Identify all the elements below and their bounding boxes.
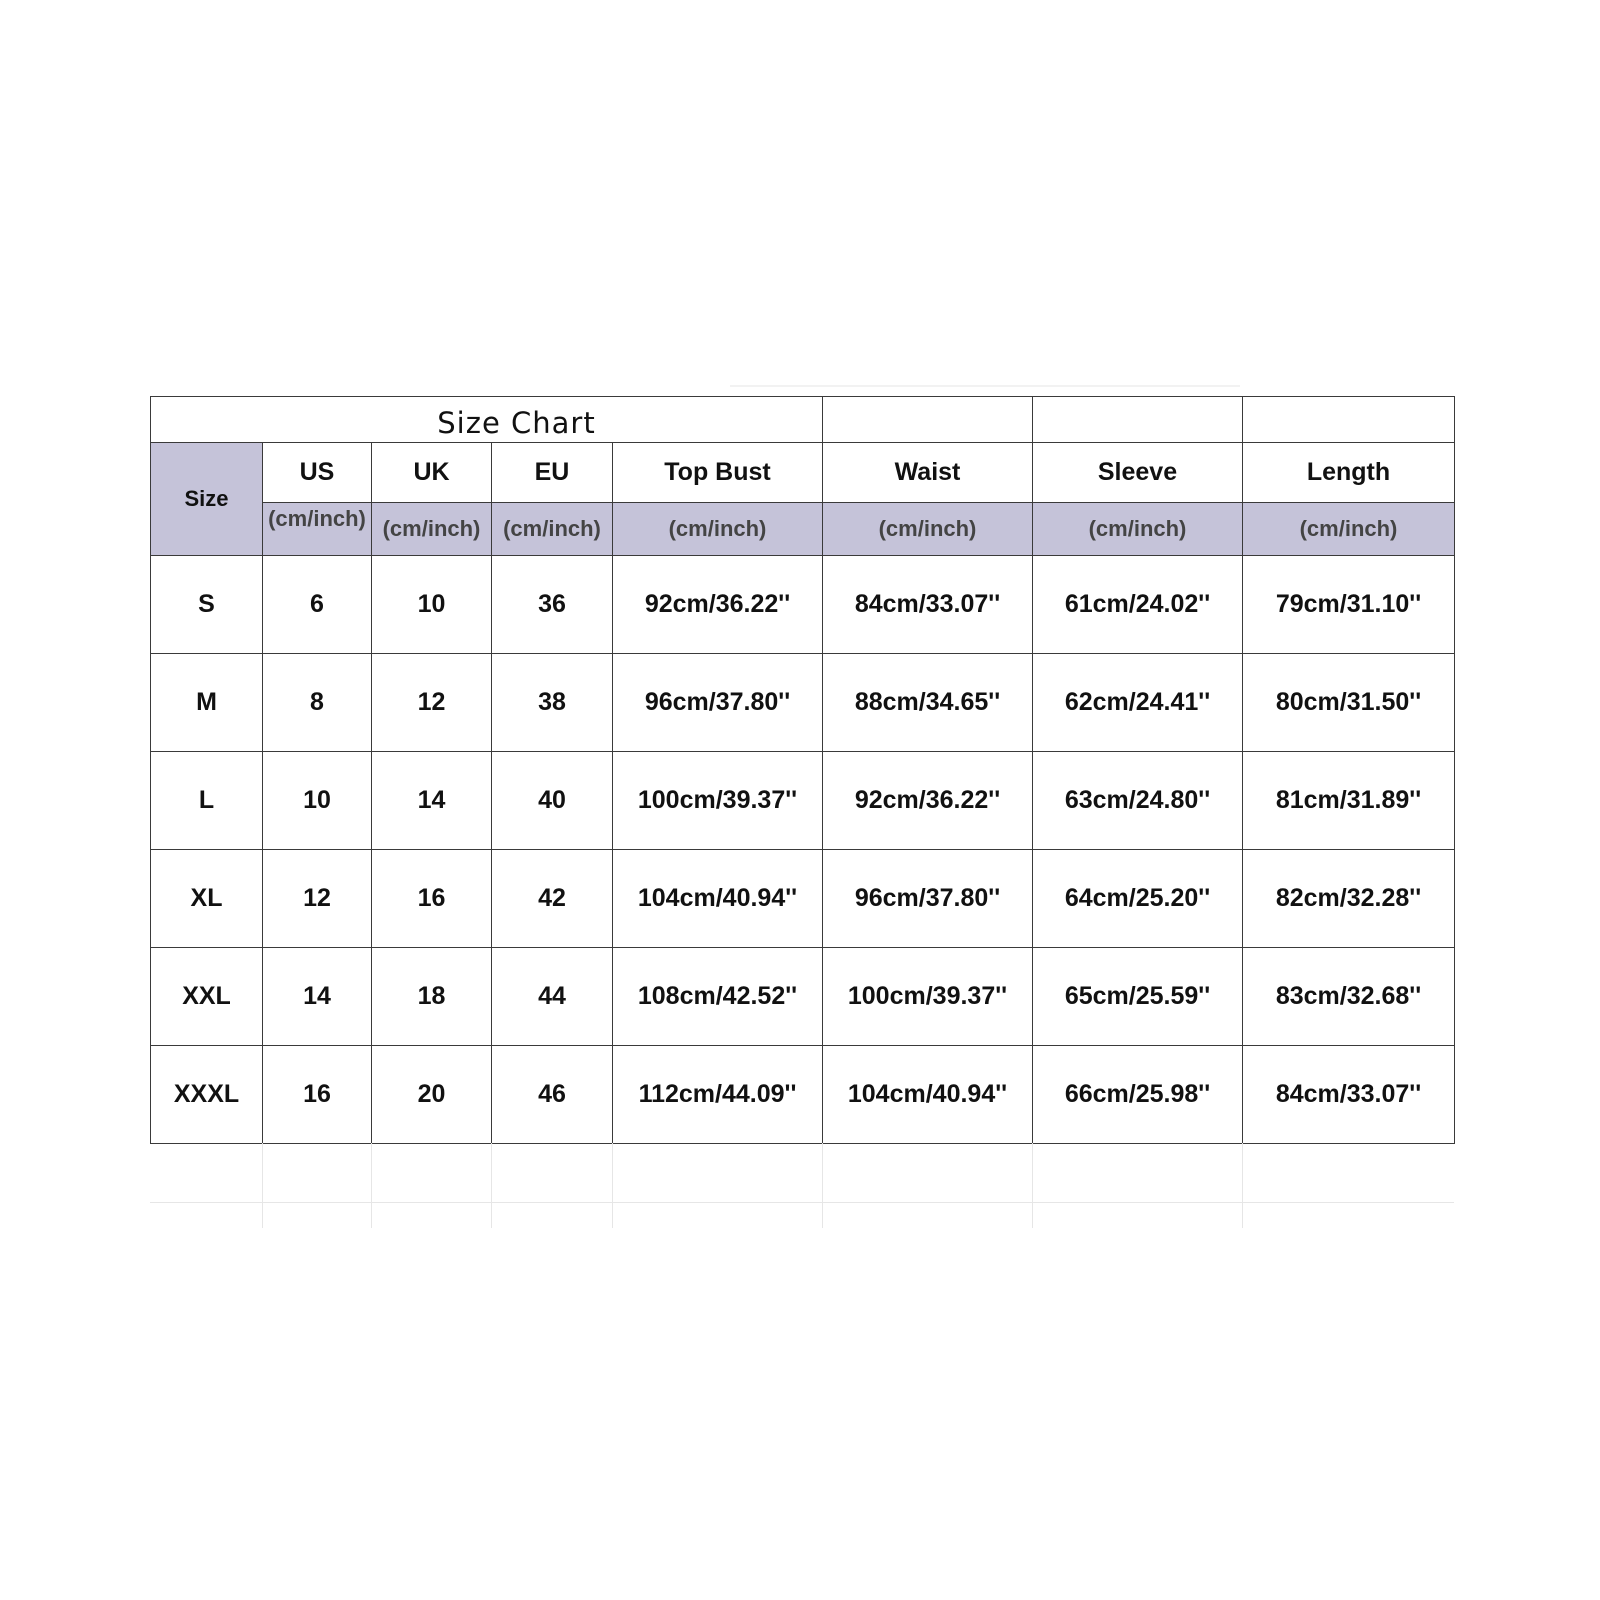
- title-row: [151, 397, 1455, 443]
- cell-length: 79cm/31.10'': [1243, 556, 1455, 654]
- header-top-bust: Top Bust: [613, 443, 823, 503]
- cell-waist: 100cm/39.37'': [823, 948, 1033, 1046]
- cell-waist: 84cm/33.07'': [823, 556, 1033, 654]
- cell-size: S: [151, 556, 263, 654]
- unit-row: [151, 503, 1455, 556]
- cell-top-bust: 112cm/44.09'': [613, 1046, 823, 1144]
- chart-title: Size Chart: [151, 397, 823, 443]
- empty-cell: [823, 397, 1033, 443]
- cell-us: 8: [263, 654, 372, 752]
- faint-grid-line: [612, 1143, 613, 1228]
- unit-length: (cm/inch): [1243, 503, 1455, 556]
- cell-top-bust: 100cm/39.37'': [613, 752, 823, 850]
- cell-eu: 44: [492, 948, 613, 1046]
- cell-waist: 96cm/37.80'': [823, 850, 1033, 948]
- table-row: [151, 1046, 1455, 1144]
- cell-sleeve: 62cm/24.41'': [1033, 654, 1243, 752]
- cell-us: 12: [263, 850, 372, 948]
- table-row: [151, 850, 1455, 948]
- cell-us: 10: [263, 752, 372, 850]
- cell-sleeve: 64cm/25.20'': [1033, 850, 1243, 948]
- faint-grid-line: [371, 1143, 372, 1228]
- cell-eu: 42: [492, 850, 613, 948]
- table-row: [151, 556, 1455, 654]
- header-length: Length: [1243, 443, 1455, 503]
- unit-top-bust: (cm/inch): [613, 503, 823, 556]
- cell-top-bust: 108cm/42.52'': [613, 948, 823, 1046]
- cell-us: 6: [263, 556, 372, 654]
- empty-cell: [1033, 397, 1243, 443]
- header-uk: UK: [372, 443, 492, 503]
- cell-eu: 46: [492, 1046, 613, 1144]
- unit-uk: (cm/inch): [372, 503, 492, 556]
- faint-grid-line: [262, 1143, 263, 1228]
- cell-uk: 12: [372, 654, 492, 752]
- cell-length: 82cm/32.28'': [1243, 850, 1455, 948]
- unit-waist: (cm/inch): [823, 503, 1033, 556]
- header-row: [151, 443, 1455, 503]
- table-row: [151, 654, 1455, 752]
- cell-length: 80cm/31.50'': [1243, 654, 1455, 752]
- cell-eu: 36: [492, 556, 613, 654]
- header-us: US: [263, 443, 372, 503]
- cell-uk: 16: [372, 850, 492, 948]
- cell-uk: 10: [372, 556, 492, 654]
- cell-size: XXL: [151, 948, 263, 1046]
- size-chart-table: [150, 396, 1455, 1144]
- cell-top-bust: 96cm/37.80'': [613, 654, 823, 752]
- cell-length: 84cm/33.07'': [1243, 1046, 1455, 1144]
- cell-size: XL: [151, 850, 263, 948]
- cell-waist: 104cm/40.94'': [823, 1046, 1033, 1144]
- cell-length: 81cm/31.89'': [1243, 752, 1455, 850]
- cell-size: XXXL: [151, 1046, 263, 1144]
- cell-waist: 92cm/36.22'': [823, 752, 1033, 850]
- cell-size: L: [151, 752, 263, 850]
- cell-uk: 18: [372, 948, 492, 1046]
- faint-grid-line: [822, 1143, 823, 1228]
- cell-size: M: [151, 654, 263, 752]
- table-row: [151, 752, 1455, 850]
- faint-top-line: [730, 385, 1240, 387]
- header-size: Size: [151, 443, 263, 556]
- empty-cell: [1243, 397, 1455, 443]
- cell-us: 16: [263, 1046, 372, 1144]
- header-waist: Waist: [823, 443, 1033, 503]
- faint-grid-line: [1242, 1143, 1243, 1228]
- cell-sleeve: 65cm/25.59'': [1033, 948, 1243, 1046]
- cell-length: 83cm/32.68'': [1243, 948, 1455, 1046]
- cell-sleeve: 63cm/24.80'': [1033, 752, 1243, 850]
- faint-grid-line: [150, 1202, 1454, 1203]
- cell-us: 14: [263, 948, 372, 1046]
- unit-us: (cm/inch): [263, 503, 372, 556]
- table-row: [151, 948, 1455, 1046]
- cell-sleeve: 61cm/24.02'': [1033, 556, 1243, 654]
- cell-uk: 20: [372, 1046, 492, 1144]
- cell-sleeve: 66cm/25.98'': [1033, 1046, 1243, 1144]
- unit-sleeve: (cm/inch): [1033, 503, 1243, 556]
- cell-uk: 14: [372, 752, 492, 850]
- cell-top-bust: 92cm/36.22'': [613, 556, 823, 654]
- cell-eu: 40: [492, 752, 613, 850]
- cell-waist: 88cm/34.65'': [823, 654, 1033, 752]
- cell-top-bust: 104cm/40.94'': [613, 850, 823, 948]
- header-sleeve: Sleeve: [1033, 443, 1243, 503]
- faint-grid-line: [1032, 1143, 1033, 1228]
- unit-eu: (cm/inch): [492, 503, 613, 556]
- header-eu: EU: [492, 443, 613, 503]
- faint-grid-line: [491, 1143, 492, 1228]
- cell-eu: 38: [492, 654, 613, 752]
